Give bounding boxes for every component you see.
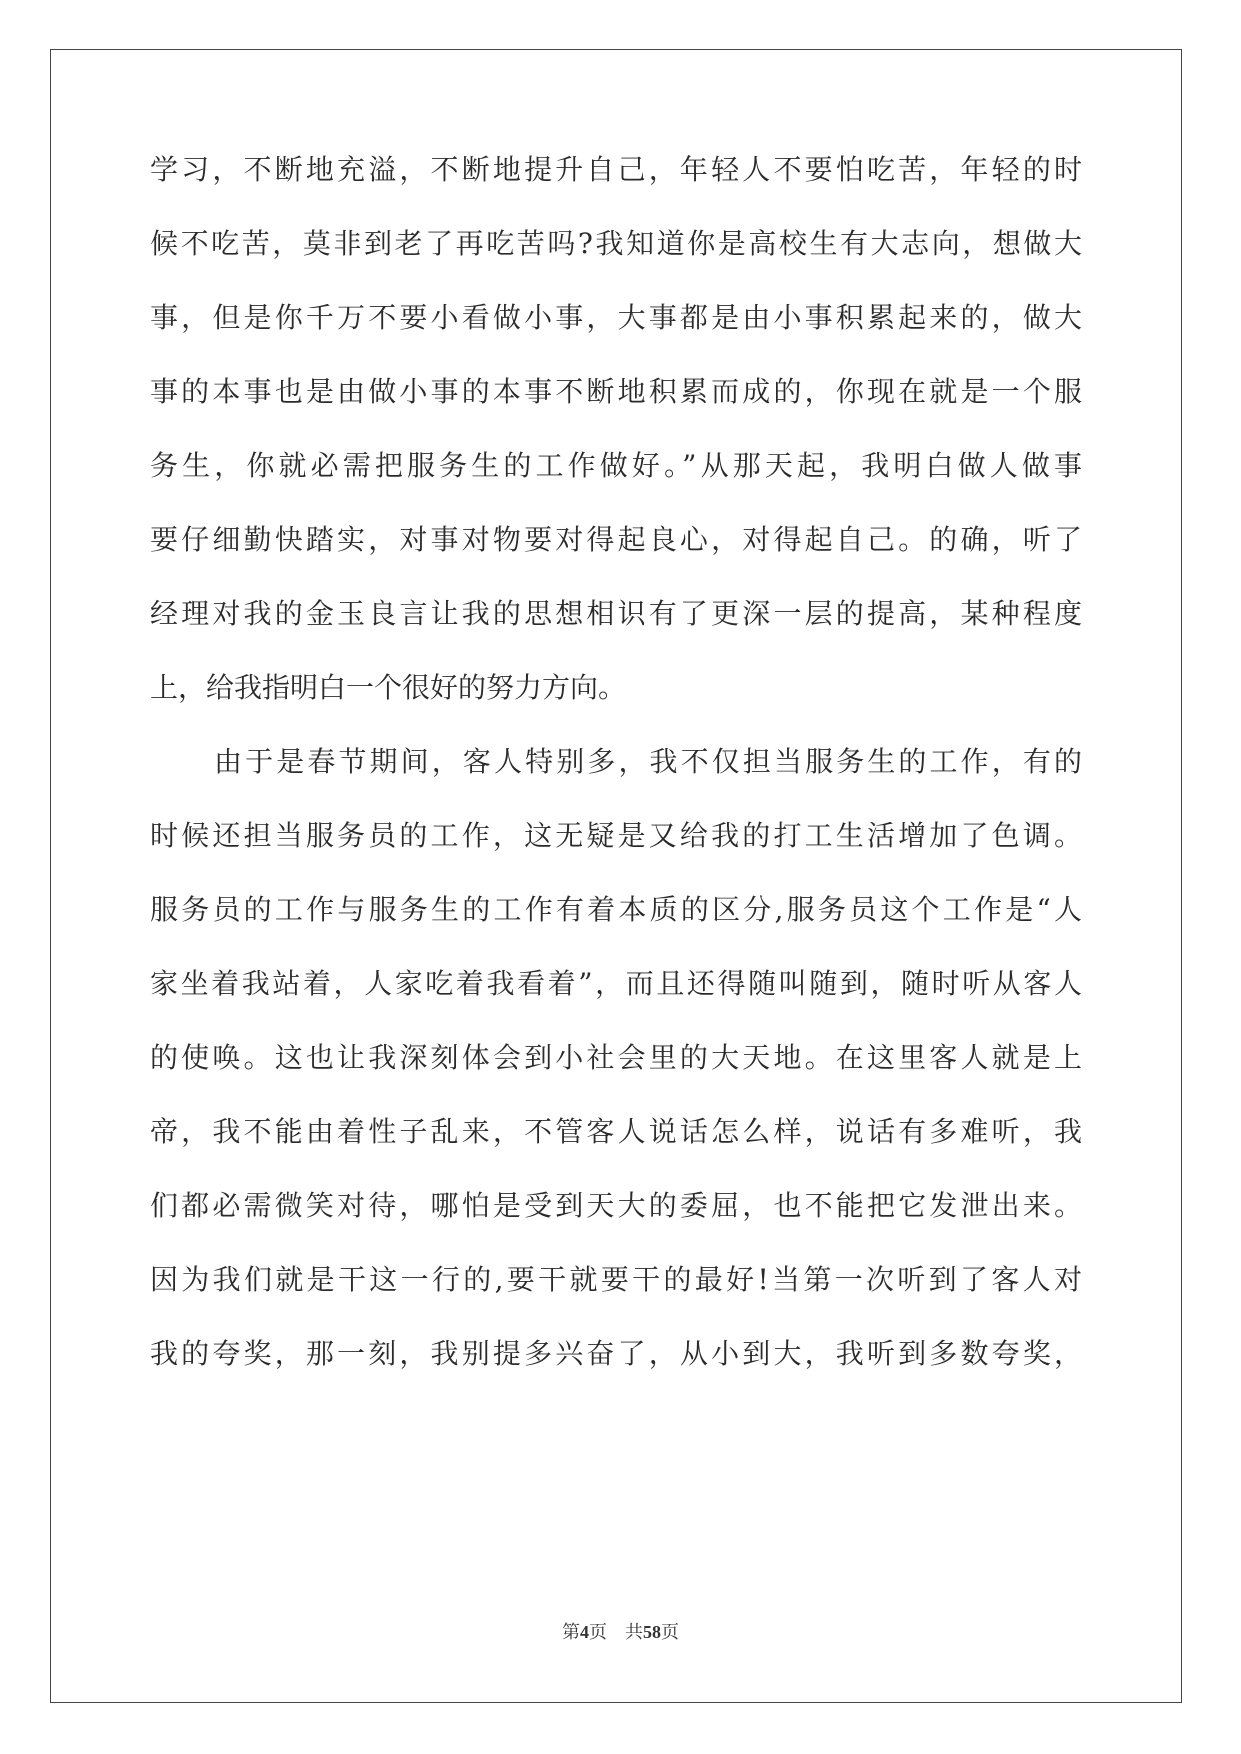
paragraph-line: 事的本事也是由做小事的本事不断地积累而成的，你现在就是一个服 — [150, 375, 1082, 408]
page-prefix: 第 — [562, 1622, 580, 1643]
paragraph-line: 上，给我指明白一个很好的努力方向。 — [150, 671, 627, 704]
page-unit: 页 — [589, 1622, 607, 1643]
paragraph-line: 要仔细勤快踏实，对事对物要对得起良心，对得起自己。的确，听了 — [150, 523, 1082, 556]
paragraph-line: 我的夸奖，那一刻，我别提多兴奋了，从小到大，我听到多数夸奖， — [150, 1337, 1082, 1370]
paragraph-line: 的使唤。这也让我深刻体会到小社会里的大天地。在这里客人就是上 — [150, 1041, 1082, 1074]
paragraph-line: 经理对我的金玉良言让我的思想相识有了更深一层的提高，某种程度 — [150, 597, 1082, 630]
paragraph-line: 服务员的工作与服务生的工作有着本质的区分,服务员这个工作是“人 — [150, 893, 1082, 926]
paragraph-line: 家坐着我站着，人家吃着我看着”，而且还得随叫随到，随时听从客人 — [150, 967, 1082, 1000]
paragraph-line: 帝，我不能由着性子乱来，不管客人说话怎么样，说话有多难听，我 — [150, 1115, 1082, 1148]
paragraph-line: 时候还担当服务员的工作，这无疑是又给我的打工生活增加了色调。 — [150, 819, 1082, 852]
page-number: 4 — [580, 1622, 589, 1642]
total-unit: 页 — [661, 1622, 679, 1643]
page-footer — [0, 1618, 1241, 1644]
paragraph-line: 务生，你就必需把服务生的工作做好。”从那天起，我明白做人做事 — [150, 449, 1082, 482]
paragraph-line: 由于是春节期间，客人特别多，我不仅担当服务生的工作，有的 — [214, 745, 1082, 778]
paragraph-line: 事，但是你千万不要小看做小事，大事都是由小事积累起来的，做大 — [150, 301, 1082, 334]
paragraph-line: 学习，不断地充溢，不断地提升自己，年轻人不要怕吃苦，年轻的时 — [150, 153, 1082, 186]
total-pages: 58 — [643, 1622, 661, 1642]
paragraph-line: 因为我们就是干这一行的,要干就要干的最好!当第一次听到了客人对 — [150, 1263, 1082, 1296]
paragraph-line: 候不吃苦，莫非到老了再吃苦吗?我知道你是高校生有大志向，想做大 — [150, 227, 1082, 260]
paragraph-line: 们都必需微笑对待，哪怕是受到天大的委屈，也不能把它发泄出来。 — [150, 1189, 1082, 1222]
total-prefix: 共 — [625, 1622, 643, 1643]
